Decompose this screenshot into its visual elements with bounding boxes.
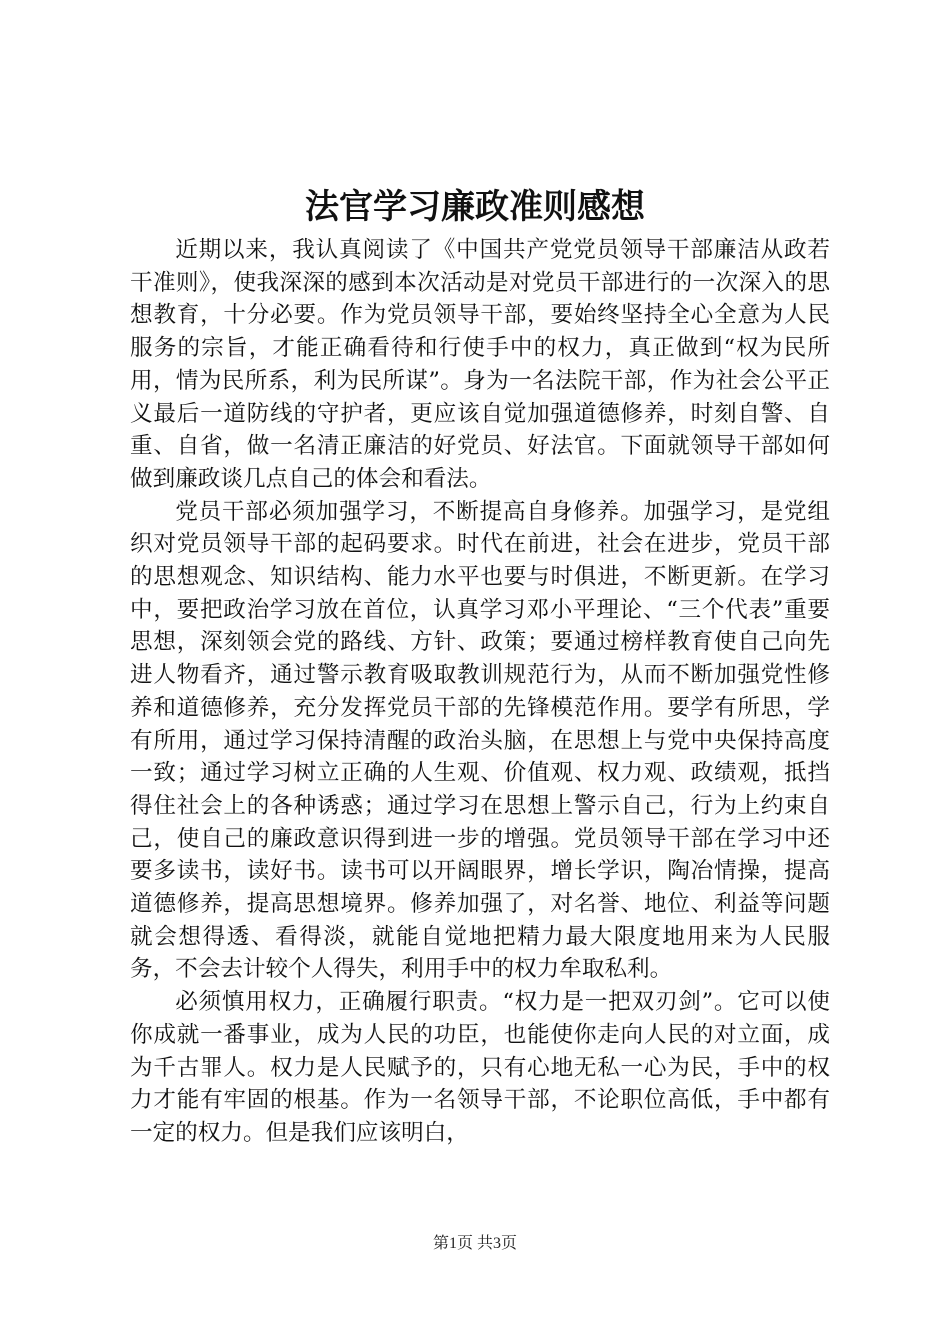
document-body <box>130 234 830 1150</box>
document-title: 法官学习廉政准则感想 <box>305 187 645 227</box>
paragraph-study: 党员干部必须加强学习，不断提高自身修养。加强学习，是党组织对党员领导干部的起码要求。时代在前进，社会在进步，党员干部的思想观念、知识结构、能力水平也要与时俱进，不断更新。在学习中，要把政治学习放在首位，认真学习邓小平理论、“三个代表”重要思想，深刻领会党的路线、方针、政策；要通过榜样教育使自己向先进人物看齐，通过警示教育吸取教训规范行为，从而不断加强党性修养和道德修养，充分发挥党员干部的先锋模范作用。要学有所思，学有所用，通过学习保持清醒的政治头脑，在思想上与党中央保持高度一致；通过学习树立正确的人生观、价值观、权力观、政绩观，抵挡得住社会上的各种诱惑；通过学习在思想上警示自己，行为上约束自己，使自己的廉政意识得到进一步的增强。党员领导干部在学习中还要多读书，读好书。读书可以开阔眼界，增长学识，陶冶情操，提高道德修养，提高思想境界。修养加强了，对名誉、地位、利益等问题就会想得透、看得淡，就能自觉地把精力最大限度地用来为人民服务，不会去计较个人得失，利用手中的权力牟取私利。 <box>130 498 830 983</box>
paragraph-power: 必须慎用权力，正确履行职责。“权力是一把双刃剑”。它可以使你成就一番事业，成为人民的功臣，也能使你走向人民的对立面，成为千古罪人。权力是人民赋予的，只有心地无私一心为民，手中的权力才能有牢固的根基。作为一名领导干部，不论职位高低，手中都有一定的权力。但是我们应该明白， <box>130 989 830 1146</box>
page-number-footer: 第1页 共3页 <box>432 1235 517 1252</box>
paragraph-intro: 近期以来，我认真阅读了《中国共产党党员领导干部廉洁从政若干准则》，使我深深的感到本次活动是对党员干部进行的一次深入的思想教育，十分必要。作为党员领导干部，要始终坚持全心全意为人民服务的宗旨，才能正确看待和行使手中的权力，真正做到“权为民所用，情为民所系，利为民所谋”。身为一名法院干部，作为社会公平正义最后一道防线的守护者，更应该自觉加强道德修养，时刻自警、自重、自省，做一名清正廉洁的好党员、好法官。下面就领导干部如何做到廉政谈几点自己的体会和看法。 <box>130 237 830 492</box>
